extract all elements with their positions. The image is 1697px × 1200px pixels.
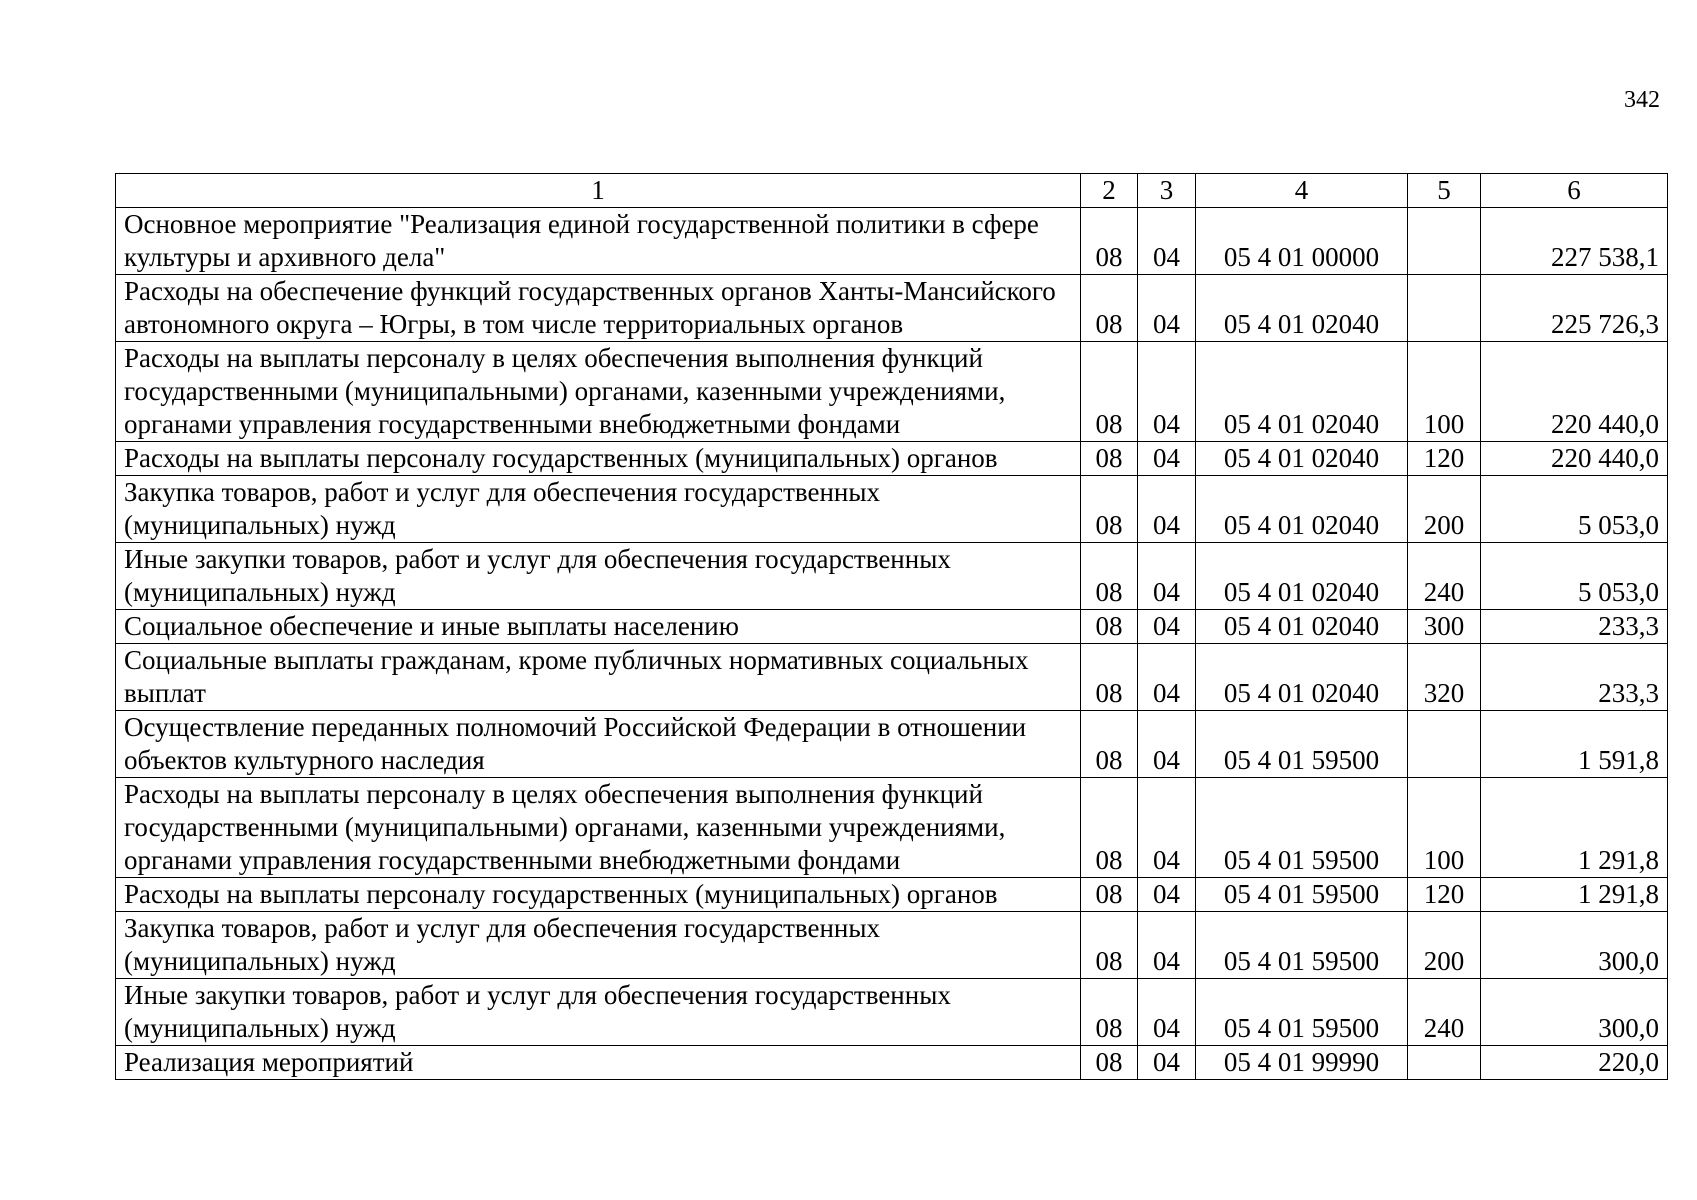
header-cell-6: 6 (1481, 174, 1668, 208)
subsection-code-cell: 04 (1138, 979, 1196, 1046)
amount-cell: 225 726,3 (1481, 275, 1668, 342)
expense-name-cell: Расходы на выплаты персоналу государственных (муниципальных) органов (116, 878, 1081, 912)
table-row (116, 1046, 1668, 1080)
header-cell-5: 5 (1408, 174, 1481, 208)
target-article-cell: 05 4 01 02040 (1196, 476, 1408, 543)
expense-name-cell: Социальные выплаты гражданам, кроме публичных нормативных социальных выплат (116, 644, 1081, 711)
table-row (116, 543, 1668, 610)
amount-cell: 220 440,0 (1481, 342, 1668, 442)
expense-type-cell: 300 (1408, 610, 1481, 644)
table-row (116, 912, 1668, 979)
expense-type-cell: 200 (1408, 476, 1481, 543)
expense-type-cell: 320 (1408, 644, 1481, 711)
section-code-cell: 08 (1081, 208, 1138, 275)
section-code-cell: 08 (1081, 644, 1138, 711)
section-code-cell: 08 (1081, 476, 1138, 543)
section-code-cell: 08 (1081, 342, 1138, 442)
target-article-cell: 05 4 01 99990 (1196, 1046, 1408, 1080)
expense-name-cell: Основное мероприятие "Реализация единой государственной политики в сфере культуры и архивного дела" (116, 208, 1081, 275)
expense-type-cell (1408, 275, 1481, 342)
table-row (116, 275, 1668, 342)
target-article-cell: 05 4 01 59500 (1196, 711, 1408, 778)
expense-name-cell: Социальное обеспечение и иные выплаты населению (116, 610, 1081, 644)
target-article-cell: 05 4 01 02040 (1196, 342, 1408, 442)
expense-type-cell (1408, 208, 1481, 275)
section-code-cell: 08 (1081, 442, 1138, 476)
amount-cell: 233,3 (1481, 610, 1668, 644)
expense-name-cell: Иные закупки товаров, работ и услуг для обеспечения государственных (муниципальных) нужд (116, 979, 1081, 1046)
amount-cell: 1 291,8 (1481, 878, 1668, 912)
expense-name-cell: Реализация мероприятий (116, 1046, 1081, 1080)
subsection-code-cell: 04 (1138, 1046, 1196, 1080)
expense-name-cell: Расходы на обеспечение функций государственных органов Ханты-Мансийского автономного округа – Югры, в том числе территориальных органов (116, 275, 1081, 342)
table-row (116, 711, 1668, 778)
expense-type-cell (1408, 711, 1481, 778)
subsection-code-cell: 04 (1138, 778, 1196, 878)
subsection-code-cell: 04 (1138, 442, 1196, 476)
amount-cell: 5 053,0 (1481, 543, 1668, 610)
table-row (116, 778, 1668, 878)
expense-name-cell: Осуществление переданных полномочий Российской Федерации в отношении объектов культурного наследия (116, 711, 1081, 778)
target-article-cell: 05 4 01 59500 (1196, 878, 1408, 912)
expense-name-cell: Иные закупки товаров, работ и услуг для обеспечения государственных (муниципальных) нужд (116, 543, 1081, 610)
header-cell-3: 3 (1138, 174, 1196, 208)
table-row (116, 342, 1668, 442)
budget-table (115, 173, 1668, 1080)
table-row (116, 644, 1668, 711)
subsection-code-cell: 04 (1138, 610, 1196, 644)
expense-name-cell: Закупка товаров, работ и услуг для обеспечения государственных (муниципальных) нужд (116, 912, 1081, 979)
amount-cell: 1 291,8 (1481, 778, 1668, 878)
amount-cell: 300,0 (1481, 979, 1668, 1046)
table-row (116, 878, 1668, 912)
target-article-cell: 05 4 01 02040 (1196, 442, 1408, 476)
target-article-cell: 05 4 01 02040 (1196, 644, 1408, 711)
expense-name-cell: Закупка товаров, работ и услуг для обеспечения государственных (муниципальных) нужд (116, 476, 1081, 543)
page-number: 342 (1624, 87, 1660, 113)
section-code-cell: 08 (1081, 610, 1138, 644)
expense-type-cell: 120 (1408, 878, 1481, 912)
table-header-row (116, 174, 1668, 208)
section-code-cell: 08 (1081, 912, 1138, 979)
target-article-cell: 05 4 01 02040 (1196, 610, 1408, 644)
section-code-cell: 08 (1081, 275, 1138, 342)
target-article-cell: 05 4 01 02040 (1196, 543, 1408, 610)
subsection-code-cell: 04 (1138, 543, 1196, 610)
amount-cell: 233,3 (1481, 644, 1668, 711)
subsection-code-cell: 04 (1138, 275, 1196, 342)
expense-type-cell: 240 (1408, 979, 1481, 1046)
subsection-code-cell: 04 (1138, 644, 1196, 711)
table-row (116, 208, 1668, 275)
target-article-cell: 05 4 01 00000 (1196, 208, 1408, 275)
table-row (116, 610, 1668, 644)
amount-cell: 300,0 (1481, 912, 1668, 979)
expense-type-cell: 100 (1408, 778, 1481, 878)
amount-cell: 220 440,0 (1481, 442, 1668, 476)
amount-cell: 227 538,1 (1481, 208, 1668, 275)
table-row (116, 476, 1668, 543)
subsection-code-cell: 04 (1138, 912, 1196, 979)
target-article-cell: 05 4 01 02040 (1196, 275, 1408, 342)
expense-type-cell: 200 (1408, 912, 1481, 979)
section-code-cell: 08 (1081, 711, 1138, 778)
amount-cell: 5 053,0 (1481, 476, 1668, 543)
expense-name-cell: Расходы на выплаты персоналу государственных (муниципальных) органов (116, 442, 1081, 476)
header-cell-4: 4 (1196, 174, 1408, 208)
section-code-cell: 08 (1081, 979, 1138, 1046)
expense-type-cell (1408, 1046, 1481, 1080)
section-code-cell: 08 (1081, 543, 1138, 610)
header-cell-1: 1 (116, 174, 1081, 208)
section-code-cell: 08 (1081, 778, 1138, 878)
subsection-code-cell: 04 (1138, 711, 1196, 778)
header-cell-2: 2 (1081, 174, 1138, 208)
amount-cell: 220,0 (1481, 1046, 1668, 1080)
expense-type-cell: 100 (1408, 342, 1481, 442)
target-article-cell: 05 4 01 59500 (1196, 979, 1408, 1046)
subsection-code-cell: 04 (1138, 878, 1196, 912)
expense-type-cell: 240 (1408, 543, 1481, 610)
expense-name-cell: Расходы на выплаты персоналу в целях обеспечения выполнения функций государственными (муниципальными) органами, казенными учреждениями, органами управления государственными внебюджетными фондами (116, 778, 1081, 878)
expense-name-cell: Расходы на выплаты персоналу в целях обеспечения выполнения функций государственными (муниципальными) органами, казенными учреждениями, органами управления государственными внебюджетными фондами (116, 342, 1081, 442)
target-article-cell: 05 4 01 59500 (1196, 912, 1408, 979)
table-row (116, 442, 1668, 476)
section-code-cell: 08 (1081, 878, 1138, 912)
table-row (116, 979, 1668, 1046)
amount-cell: 1 591,8 (1481, 711, 1668, 778)
expense-type-cell: 120 (1408, 442, 1481, 476)
subsection-code-cell: 04 (1138, 476, 1196, 543)
subsection-code-cell: 04 (1138, 208, 1196, 275)
subsection-code-cell: 04 (1138, 342, 1196, 442)
target-article-cell: 05 4 01 59500 (1196, 778, 1408, 878)
section-code-cell: 08 (1081, 1046, 1138, 1080)
